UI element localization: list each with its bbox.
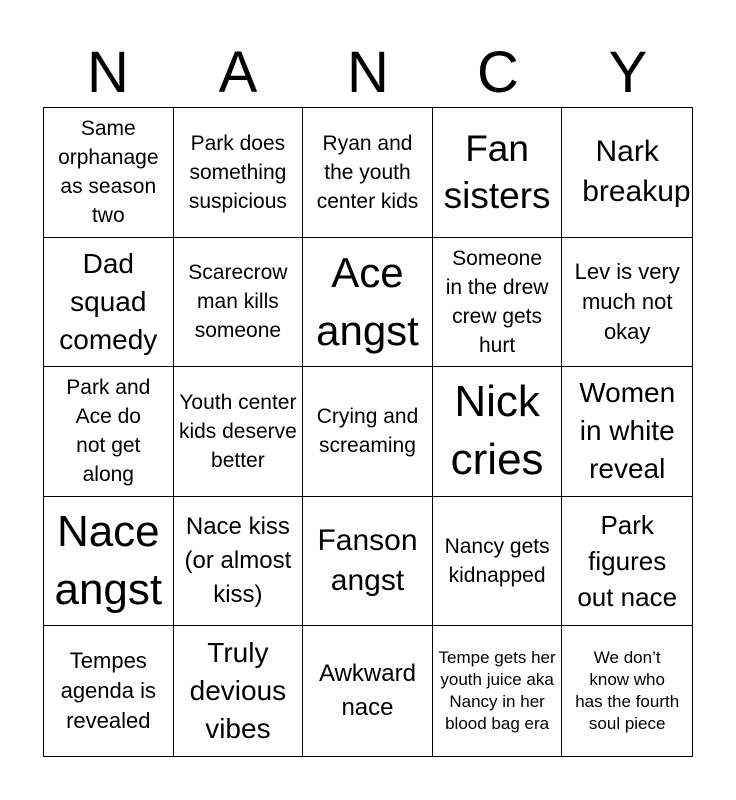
bingo-cell[interactable] bbox=[562, 497, 692, 627]
cell-text: Park does something suspicious bbox=[188, 131, 287, 213]
cell-text: Park figures out nace bbox=[577, 510, 678, 613]
bingo-cell[interactable] bbox=[433, 497, 563, 627]
bingo-cell[interactable] bbox=[174, 108, 304, 238]
cell-text: Fan sisters bbox=[443, 128, 551, 217]
header-letter-n2: N bbox=[347, 40, 389, 105]
cell-text: We don’t know who has the fourth soul piece bbox=[575, 648, 680, 734]
cell-text: Tempe gets her youth juice aka Nancy in her blood bag era bbox=[438, 648, 556, 734]
cell-text: Scarecrow man kills someone bbox=[188, 261, 288, 343]
bingo-grid bbox=[43, 107, 693, 757]
bingo-cell[interactable] bbox=[174, 626, 304, 756]
bingo-cell[interactable] bbox=[174, 497, 304, 627]
cell-text: Nace kiss (or almost kiss) bbox=[184, 513, 292, 609]
bingo-cell[interactable] bbox=[433, 238, 563, 368]
cell-text: Someone in the drew crew gets hurt bbox=[445, 246, 549, 357]
bingo-cell[interactable] bbox=[174, 238, 304, 368]
bingo-cell[interactable] bbox=[562, 626, 692, 756]
cell-text: Women in white reveal bbox=[579, 377, 676, 485]
header-letter-y: Y bbox=[608, 40, 648, 105]
cell-text: Tempes agenda is revealed bbox=[60, 648, 156, 734]
cell-text: Ryan and the youth center kids bbox=[316, 131, 419, 213]
cell-text: Youth center kids deserve better bbox=[178, 390, 297, 472]
header-letter-c: C bbox=[477, 40, 519, 105]
cell-text: Fanson angst bbox=[317, 524, 418, 598]
bingo-cell[interactable] bbox=[562, 238, 692, 368]
cell-text: Nick cries bbox=[450, 377, 544, 485]
bingo-cell[interactable] bbox=[303, 497, 433, 627]
bingo-cell[interactable] bbox=[303, 108, 433, 238]
bingo-cell[interactable] bbox=[174, 367, 304, 497]
header-letter-n1: N bbox=[87, 40, 129, 105]
cell-text: Ace angst bbox=[316, 248, 419, 354]
bingo-cell[interactable] bbox=[44, 108, 174, 238]
bingo-cell[interactable] bbox=[433, 367, 563, 497]
cell-text: Lev is very much not okay bbox=[574, 258, 680, 344]
cell-text: Same orphanage as season two bbox=[58, 117, 159, 228]
bingo-cell[interactable] bbox=[44, 497, 174, 627]
bingo-cell[interactable] bbox=[433, 626, 563, 756]
bingo-cell[interactable] bbox=[303, 367, 433, 497]
cell-text: Truly devious vibes bbox=[189, 637, 287, 745]
bingo-cell[interactable] bbox=[44, 626, 174, 756]
bingo-cell[interactable] bbox=[562, 367, 692, 497]
cell-text: Park and Ace do not get along bbox=[66, 376, 151, 487]
bingo-cell[interactable] bbox=[562, 108, 692, 238]
bingo-cell[interactable] bbox=[44, 238, 174, 368]
cell-text: Nancy gets kidnapped bbox=[444, 535, 550, 588]
header-letter-a: A bbox=[218, 40, 258, 105]
bingo-cell[interactable] bbox=[303, 238, 433, 368]
bingo-cell[interactable] bbox=[44, 367, 174, 497]
cell-text: Awkward nace bbox=[319, 660, 416, 722]
cell-text: Crying and screaming bbox=[316, 405, 419, 458]
cell-text: Nace angst bbox=[54, 507, 163, 615]
cell-text: Dad squad comedy bbox=[59, 247, 158, 355]
bingo-cell[interactable] bbox=[433, 108, 563, 238]
bingo-cell[interactable] bbox=[303, 626, 433, 756]
cell-text: Nark breakup bbox=[582, 135, 691, 209]
bingo-header bbox=[43, 40, 693, 106]
